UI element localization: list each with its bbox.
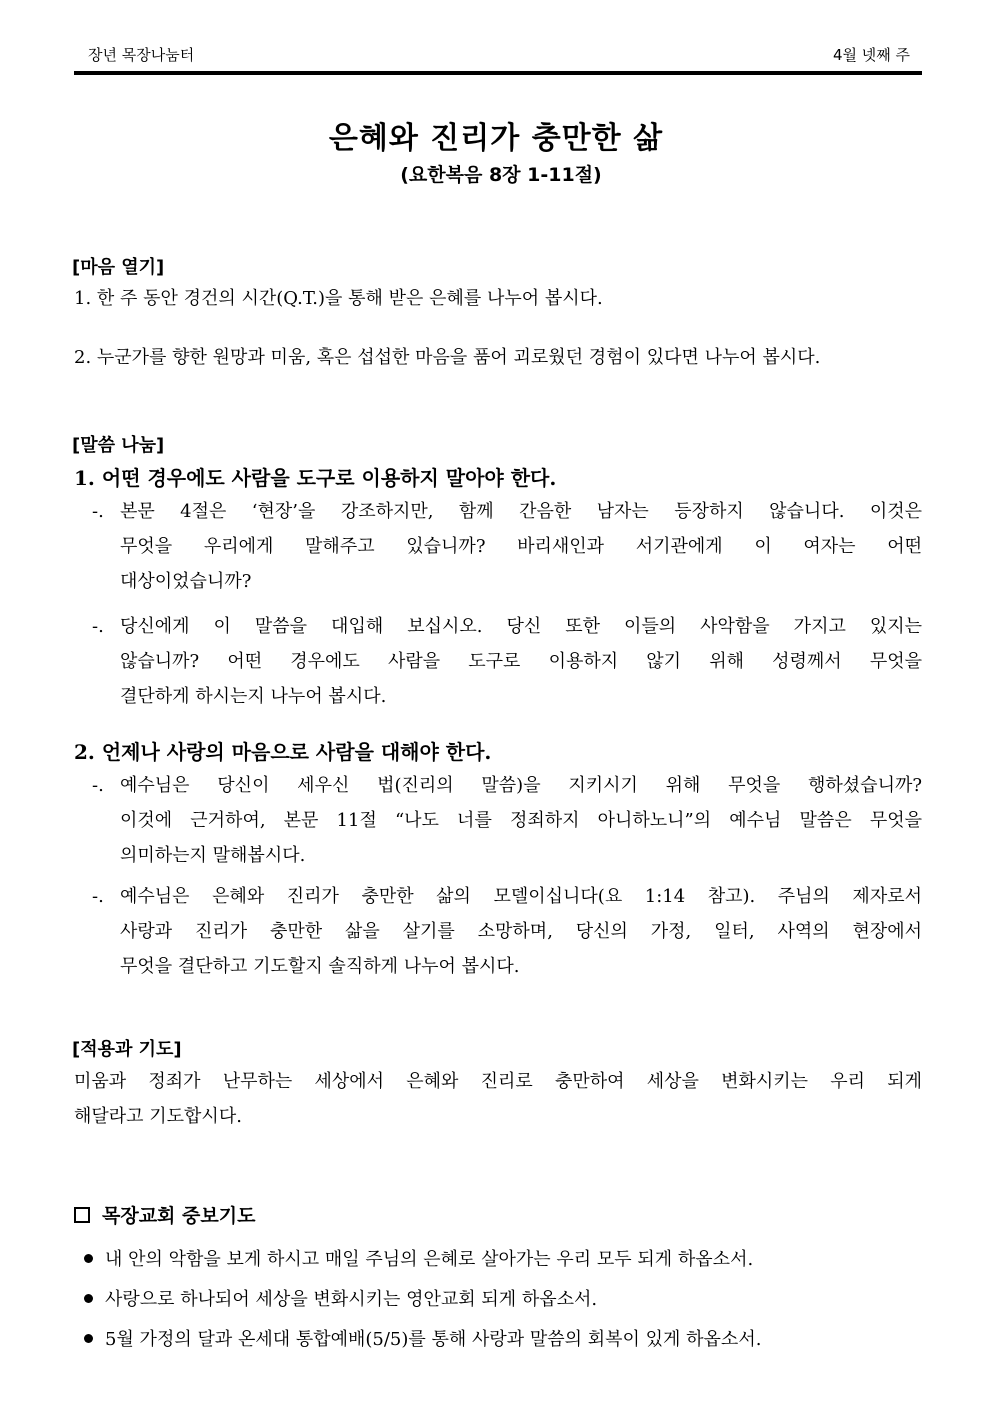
- prayer-item-text: 내 안의 악함을 보게 하시고 매일 주님의 은혜로 살아가는 우리 모두 되게 하옵소서.: [105, 1249, 754, 1270]
- text-line: 무엇을 우리에게 말해주고 있습니까? 바리새인과 서기관에게 이 여자는 어떤: [120, 536, 922, 557]
- text-line: 해달라고 기도합시다.: [74, 1106, 242, 1127]
- text-line: 당신에게 이 말씀을 대입해 보십시오. 당신 또한 이들의 사악함을 가지고 있지는: [120, 616, 922, 637]
- bullet-dot-icon: [84, 1254, 93, 1263]
- bullet-dot-icon: [84, 1334, 93, 1343]
- text-line: 미움과 정죄가 난무하는 세상에서 은혜와 진리로 충만하여 세상을 변화시키는 우리 되게: [74, 1071, 922, 1092]
- point-1-item-2: [92, 609, 922, 714]
- header-right-week: 4월 넷째 주: [832, 46, 910, 64]
- point-1-item-1: [92, 494, 922, 599]
- checkbox-icon: [74, 1207, 90, 1223]
- text-line: 사랑과 진리가 충만한 삶을 살기를 소망하며, 당신의 가정, 일터, 사역의 현장에서: [120, 921, 922, 942]
- dash-marker: -.: [92, 886, 104, 907]
- dash-marker: -.: [92, 501, 104, 522]
- dash-marker: -.: [92, 775, 104, 796]
- prayer-title-text: 목장교회 중보기도: [102, 1205, 256, 1227]
- point-2-item-1: [92, 768, 922, 873]
- prayer-item-text: 사랑으로 하나되어 세상을 변화시키는 영안교회 되게 하옵소서.: [105, 1289, 598, 1310]
- header-left-title: 장년 목장나눔터: [88, 46, 195, 64]
- text-line: 예수님은 은혜와 진리가 충만한 삶의 모델이십니다(요 1:14 참고). 주님의 제자로서: [120, 886, 922, 907]
- dash-marker: -.: [92, 616, 104, 637]
- point-1-heading: 1. 어떤 경우에도 사람을 도구로 이용하지 말아야 한다.: [74, 466, 557, 490]
- text-line: 대상이었습니까?: [120, 571, 252, 592]
- text-line: 의미하는지 말해봅시다.: [120, 845, 306, 866]
- list-item: [84, 1280, 761, 1320]
- word-sharing-label: [말씀 나눔]: [72, 435, 165, 456]
- scripture-reference: (요한복음 8장 1-11절): [400, 164, 602, 186]
- text-line: 결단하게 하시는지 나누어 봅시다.: [120, 686, 387, 707]
- list-item: [84, 1240, 761, 1280]
- point-2-heading: 2. 언제나 사랑의 마음으로 사람을 대해야 한다.: [74, 740, 492, 764]
- page-title: 은혜와 진리가 충만한 삶: [328, 121, 664, 156]
- text-line: 본문 4절은 ‘현장’을 강조하지만, 함께 간음한 남자는 등장하지 않습니다. 이것은: [120, 501, 922, 522]
- prayer-section-title: [74, 1201, 255, 1228]
- opening-question-2: 2. 누군가를 향한 원망과 미움, 혹은 섭섭한 마음을 품어 괴로웠던 경험이 있다면 나누어 봅시다.: [74, 347, 821, 368]
- text-line: 예수님은 당신이 세우신 법(진리의 말씀)을 지키시기 위해 무엇을 행하셨습니까?: [120, 775, 922, 796]
- point-2-item-2: [92, 879, 922, 984]
- list-item: [84, 1320, 761, 1360]
- text-line: 않습니까? 어떤 경우에도 사람을 도구로 이용하지 않기 위해 성령께서 무엇을: [120, 651, 922, 672]
- bullet-dot-icon: [84, 1294, 93, 1303]
- prayer-list: [84, 1240, 761, 1360]
- opening-question-1: 1. 한 주 동안 경건의 시간(Q.T.)을 통해 받은 은혜를 나누어 봅시다.: [74, 288, 603, 309]
- opening-label: [마음 열기]: [72, 257, 165, 278]
- header-divider: [74, 71, 922, 75]
- prayer-item-text: 5월 가정의 달과 온세대 통합예배(5/5)를 통해 사랑과 말씀의 회복이 있게 하옵소서.: [105, 1329, 762, 1350]
- apply-paragraph: [74, 1064, 922, 1134]
- apply-label: [적용과 기도]: [72, 1039, 182, 1060]
- text-line: 이것에 근거하여, 본문 11절 “나도 너를 정죄하지 아니하노니”의 예수님 말씀은 무엇을: [120, 810, 922, 831]
- text-line: 무엇을 결단하고 기도할지 솔직하게 나누어 봅시다.: [120, 956, 520, 977]
